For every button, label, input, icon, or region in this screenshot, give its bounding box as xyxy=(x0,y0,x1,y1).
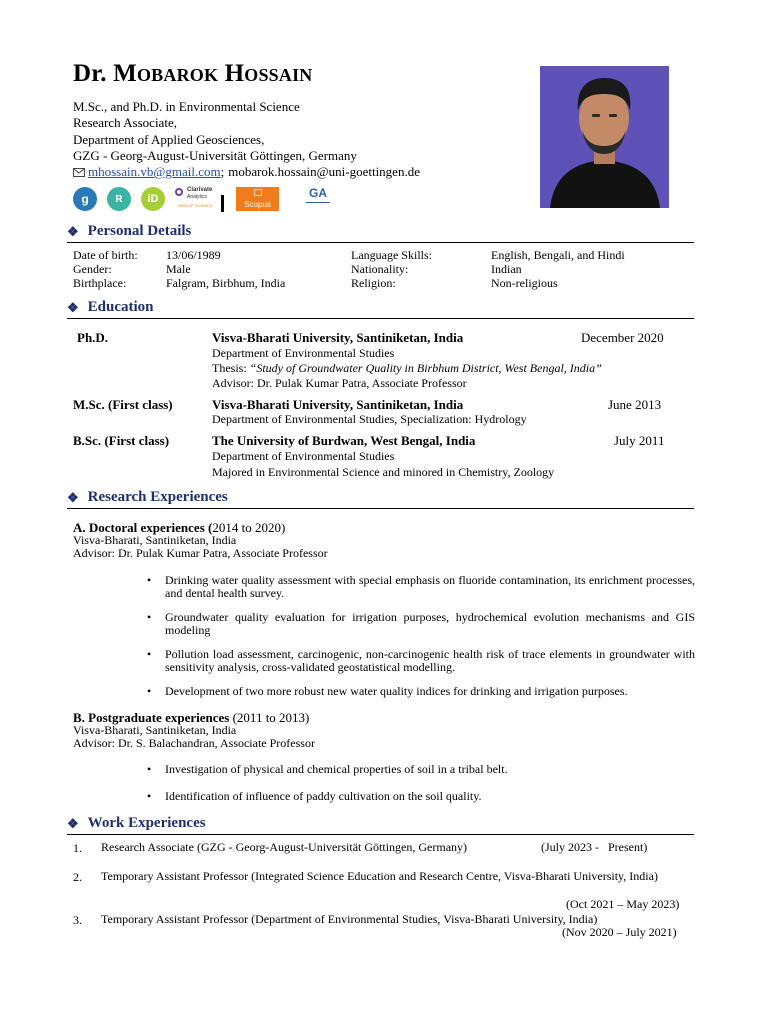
list-item: • Investigation of physical and chemical properties of soil in a tribal belt. xyxy=(147,763,695,776)
research-experiences-heading xyxy=(67,489,228,506)
work-item-2: Temporary Assistant Professor (Integrated Science Education and Research Centre, Visva-Bharati University, India) xyxy=(101,869,658,883)
bsc-institution: The University of Burdwan, West Bengal, India xyxy=(212,433,476,448)
work-date-3: (Nov 2020 – July 2021) xyxy=(562,925,677,939)
section-title: Education xyxy=(87,299,154,315)
work-num-1: 1. xyxy=(73,841,82,855)
msc-degree: M.Sc. (First class) xyxy=(73,397,173,412)
researchgate-icon[interactable]: R xyxy=(107,187,131,211)
diamond-bullet-icon: ❖ xyxy=(67,299,79,315)
postgrad-title: B. Postgraduate experiences xyxy=(73,710,230,725)
qualification-line: M.Sc., and Ph.D. in Environmental Science xyxy=(73,99,300,114)
doctoral-bullets xyxy=(147,574,695,709)
msc-department: Department of Environmental Studies, Specialization: Hydrology xyxy=(212,412,527,426)
list-item: • Development of two more robust new water quality indices for drinking and irrigation purposes. xyxy=(147,685,695,698)
section-title: Personal Details xyxy=(87,223,192,239)
doctoral-title: A. Doctoral experiences ( xyxy=(73,520,213,535)
bsc-date: July 2011 xyxy=(614,433,665,448)
personal-value-language: English, Bengali, and Hindi xyxy=(491,248,625,262)
phd-degree: Ph.D. xyxy=(77,330,109,345)
profile-links xyxy=(73,186,333,212)
diamond-bullet-icon: ❖ xyxy=(67,815,79,831)
work-num-3: 3. xyxy=(73,913,82,927)
name-prefix: Dr. xyxy=(73,60,107,87)
phd-thesis xyxy=(212,361,602,375)
work-item-1 xyxy=(101,840,467,854)
msc-institution: Visva-Bharati University, Santiniketan, India xyxy=(212,397,464,412)
work-role: Research Associate xyxy=(101,840,194,854)
personal-label-language: Language Skills: xyxy=(351,248,432,262)
work-org: (GZG - Georg-August-Universität Göttingen, Germany) xyxy=(196,840,468,854)
email-uni: mobarok.hossain@uni-goettingen.de xyxy=(228,164,420,179)
scopus-icon[interactable]: Scopus xyxy=(236,187,279,211)
divider-bar xyxy=(221,195,224,212)
msc-date: June 2013 xyxy=(608,397,662,412)
section-divider xyxy=(67,318,694,319)
bsc-major: Majored in Environmental Science and minored in Chemistry, Zoology xyxy=(212,465,555,479)
work-num-2: 2. xyxy=(73,870,82,884)
phd-advisor: Advisor: Dr. Pulak Kumar Patra, Associate Professor xyxy=(212,376,467,390)
doctoral-place: Visva-Bharati, Santiniketan, India xyxy=(73,533,237,547)
position-line: Research Associate, xyxy=(73,115,177,130)
email-link-gmail[interactable]: mhossain.vb@gmail.com xyxy=(88,164,221,179)
email-separator: ; xyxy=(220,164,225,179)
work-experiences-heading xyxy=(67,815,206,832)
bsc-department: Department of Environmental Studies xyxy=(212,449,395,463)
personal-label-dob: Date of birth: xyxy=(73,248,138,262)
work-date-1: (July 2023 - Present) xyxy=(541,840,648,854)
profile-photo xyxy=(540,66,669,208)
list-item: • Groundwater quality evaluation for irrigation purposes, hydrochemical evolution mechanisms and GIS modeling xyxy=(147,611,695,637)
postgrad-advisor: Advisor: Dr. S. Balachandran, Associate Professor xyxy=(73,736,315,750)
doctoral-advisor: Advisor: Dr. Pulak Kumar Patra, Associate Professor xyxy=(73,546,328,560)
email-line xyxy=(73,164,420,180)
work-item-3: Temporary Assistant Professor (Department of Environmental Studies, Visva-Bharati University, India) xyxy=(101,912,598,926)
phd-institution: Visva-Bharati University, Santiniketan, India xyxy=(212,330,464,345)
institution-line: GZG - Georg-August-Universität Göttingen, Germany xyxy=(73,148,357,163)
diamond-bullet-icon: ❖ xyxy=(67,489,79,505)
phd-department: Department of Environmental Studies xyxy=(212,346,395,360)
education-heading xyxy=(67,299,154,316)
postgrad-bullets xyxy=(147,763,695,814)
personal-value-birthplace: Falgram, Birbhum, India xyxy=(166,276,286,290)
personal-value-religion: Non-religious xyxy=(491,276,558,290)
bsc-degree: B.Sc. (First class) xyxy=(73,433,170,448)
personal-label-religion: Religion: xyxy=(351,276,396,290)
goettingen-university-icon[interactable]: GA xyxy=(303,186,333,212)
google-scholar-icon[interactable]: g xyxy=(73,187,97,211)
orcid-icon[interactable]: iD xyxy=(141,187,165,211)
personal-label-birthplace: Birthplace: xyxy=(73,276,127,290)
phd-date: December 2020 xyxy=(581,330,664,345)
thesis-title: “Study of Groundwater Quality in Birbhum District, West Bengal, India” xyxy=(249,361,602,375)
name-text: Mobarok Hossain xyxy=(113,60,313,87)
work-date-2: (Oct 2021 – May 2023) xyxy=(566,897,680,911)
cv-name xyxy=(73,60,313,88)
section-title: Research Experiences xyxy=(87,489,228,505)
personal-details-heading xyxy=(67,223,191,240)
diamond-bullet-icon: ❖ xyxy=(67,223,79,239)
personal-value-dob: 13/06/1989 xyxy=(166,248,221,262)
personal-label-nationality: Nationality: xyxy=(351,262,409,276)
department-line: Department of Applied Geosciences, xyxy=(73,132,265,147)
list-item: • Identification of influence of paddy cultivation on the soil quality. xyxy=(147,790,695,803)
web-of-science-icon[interactable]: Clarivate Analytics WEB OF SCIENCE xyxy=(175,186,219,212)
section-divider xyxy=(67,834,694,835)
thesis-label: Thesis: xyxy=(212,361,247,375)
personal-label-gender: Gender: xyxy=(73,262,112,276)
envelope-icon xyxy=(73,168,85,177)
postgrad-years: (2011 to 2013) xyxy=(232,710,310,725)
personal-value-gender: Male xyxy=(166,262,191,276)
postgrad-place: Visva-Bharati, Santiniketan, India xyxy=(73,723,237,737)
doctoral-years: 2014 to 2020) xyxy=(212,520,286,535)
section-divider xyxy=(67,242,694,243)
personal-value-nationality: Indian xyxy=(491,262,522,276)
section-title: Work Experiences xyxy=(87,815,206,831)
list-item: • Pollution load assessment, carcinogenic, non-carcinogenic health risk of trace elements in groundwater with sensitivity analysis, cross-validated geostatistical modelling. xyxy=(147,648,695,674)
list-item: • Drinking water quality assessment with special emphasis on fluoride contamination, its enrichment processes, and dental health survey. xyxy=(147,574,695,600)
section-divider xyxy=(67,508,694,509)
